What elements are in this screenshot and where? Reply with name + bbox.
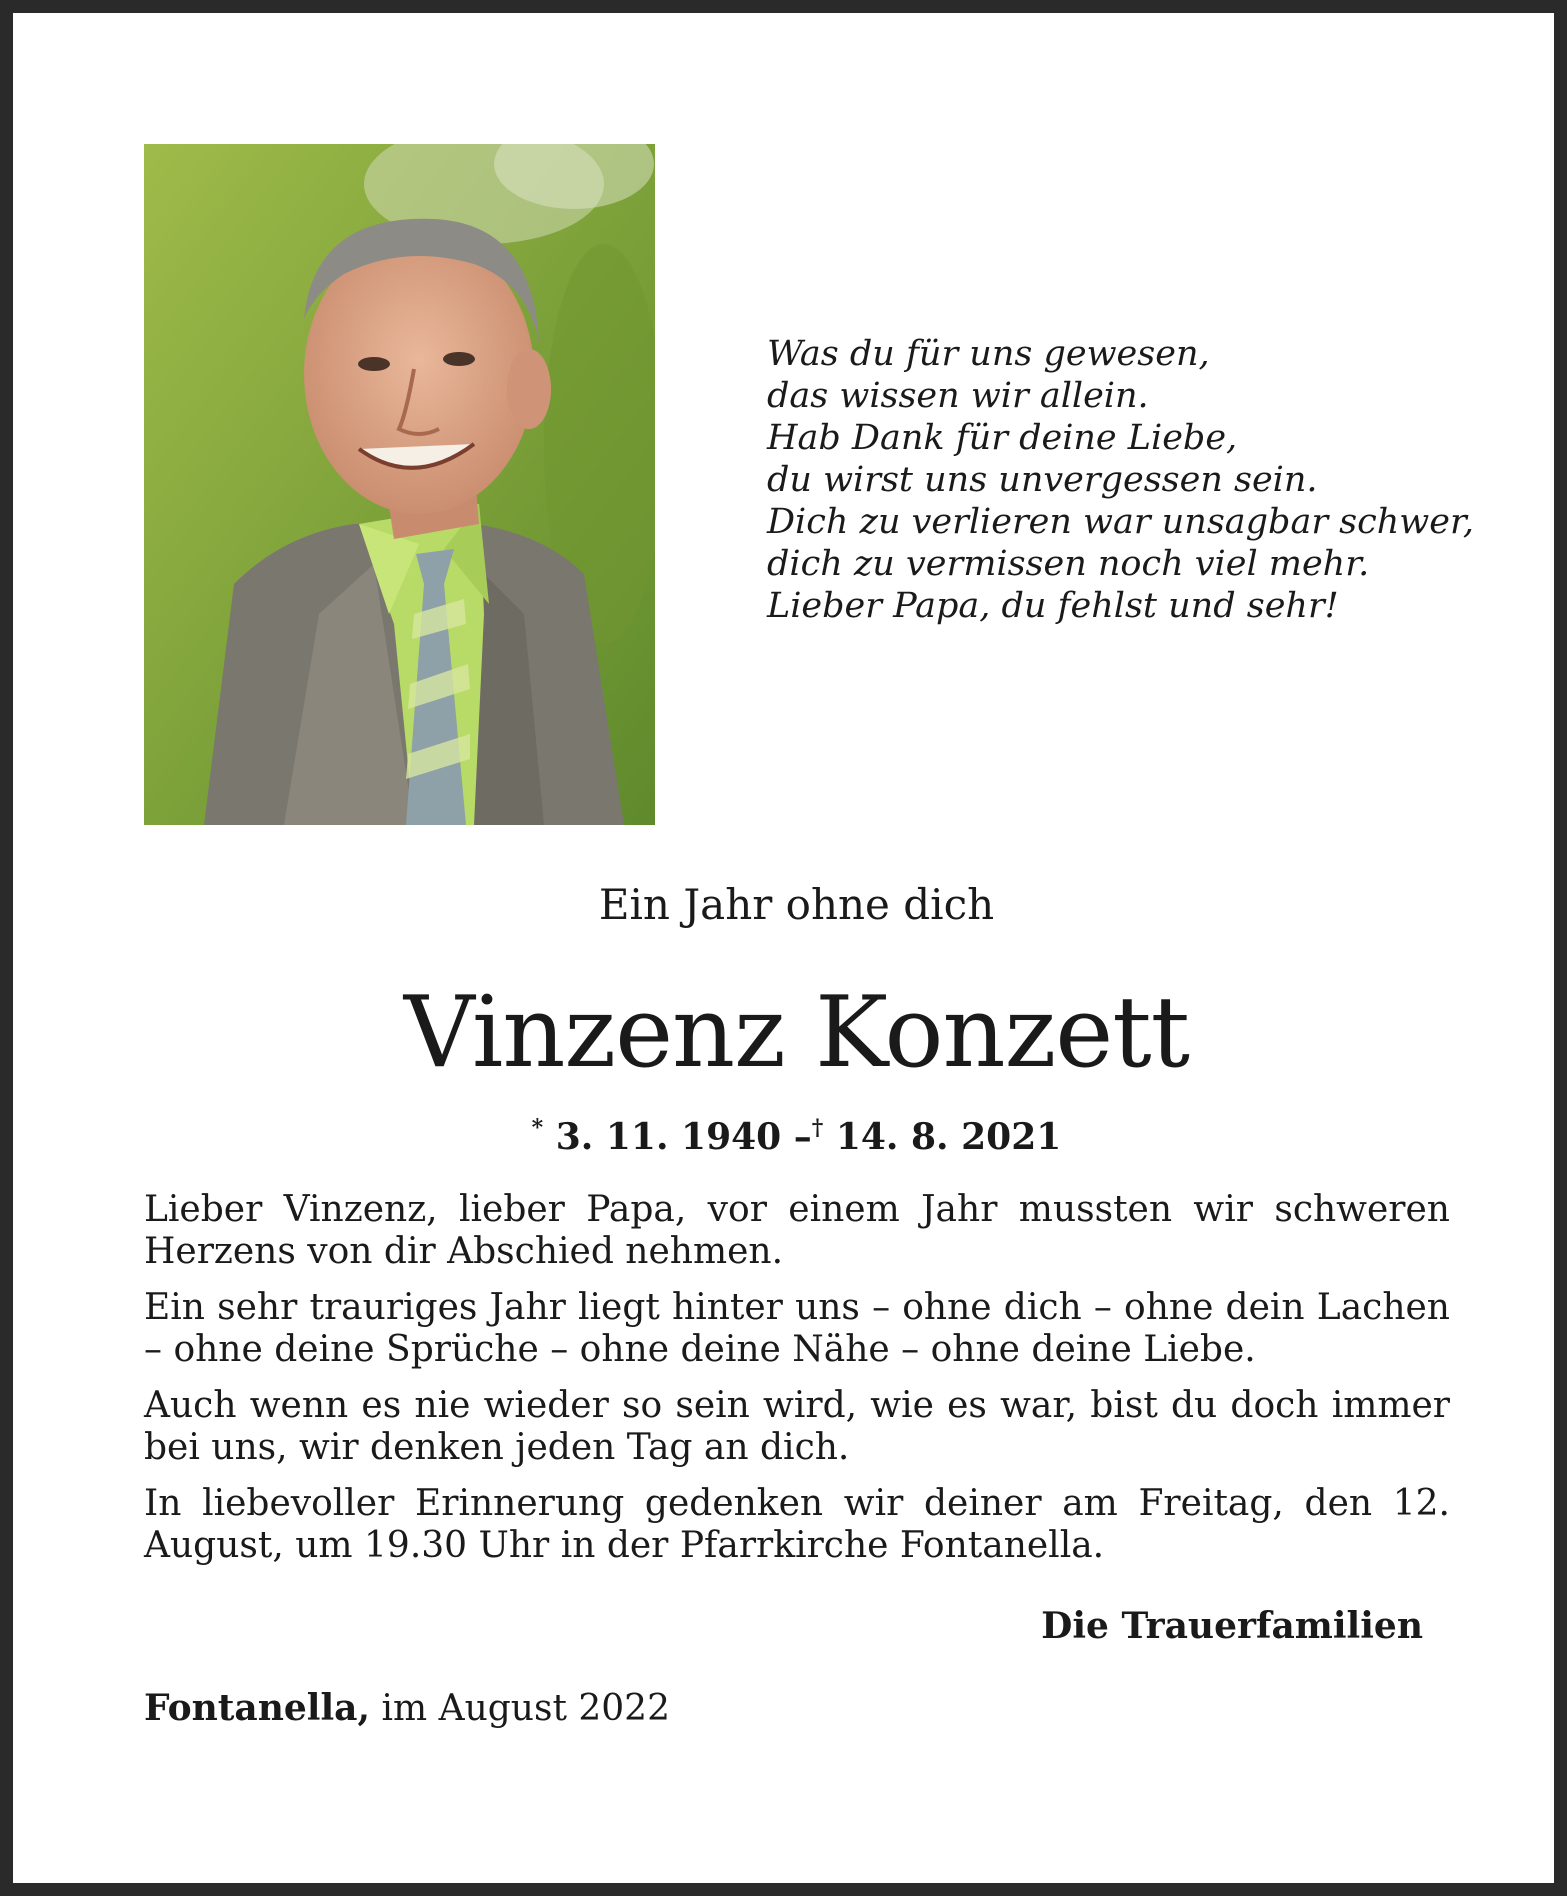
poem-line: Dich zu verlieren war unsagbar schwer,	[767, 502, 1474, 542]
date-separator: –	[793, 1116, 812, 1158]
place-name: Fontanella,	[144, 1687, 371, 1729]
body-paragraph: Ein sehr trauriges Jahr liegt hinter uns – ohne dich – ohne dein Lachen – ohne deine Sprüche – ohne deine Nähe – ohne deine Liebe.	[144, 1287, 1450, 1370]
body-paragraph: In liebevoller Erinnerung gedenken wir deiner am Freitag, den 12. August, um 19.30 Uhr in der Pfarrkirche Fontanella.	[144, 1483, 1450, 1566]
poem-line: Hab Dank für deine Liebe,	[767, 418, 1238, 458]
publish-date: im August 2022	[381, 1688, 670, 1729]
portrait-photo	[144, 144, 655, 825]
poem	[767, 333, 1487, 627]
poem-line: Lieber Papa, du fehlst und sehr!	[767, 586, 1339, 626]
body-paragraph: Lieber Vinzenz, lieber Papa, vor einem Jahr mussten wir schweren Herzens von dir Abschied nehmen.	[144, 1189, 1450, 1272]
life-dates	[13, 1103, 1567, 1162]
death-symbol: †	[811, 1115, 824, 1141]
birth-symbol: *	[531, 1115, 544, 1141]
birth-date: 3. 11. 1940	[555, 1116, 782, 1158]
deceased-name: Vinzenz Konzett	[403, 976, 1190, 1090]
poem-line: das wissen wir allein.	[767, 376, 1149, 416]
body-paragraph: Auch wenn es nie wieder so sein wird, wie es war, bist du doch immer bei uns, wir denken jeden Tag an dich.	[144, 1385, 1450, 1468]
signature: Die Trauerfamilien	[1041, 1605, 1423, 1647]
subtitle: Ein Jahr ohne dich	[598, 880, 995, 929]
poem-line: Was du für uns gewesen,	[767, 334, 1210, 374]
poem-line: dich zu vermissen noch viel mehr.	[767, 544, 1370, 584]
poem-line: du wirst uns unvergessen sein.	[767, 460, 1318, 500]
portrait-illustration	[144, 144, 655, 825]
death-date: 14. 8. 2021	[835, 1116, 1062, 1158]
body-text	[144, 1189, 1450, 1581]
place-and-date	[144, 1683, 670, 1734]
